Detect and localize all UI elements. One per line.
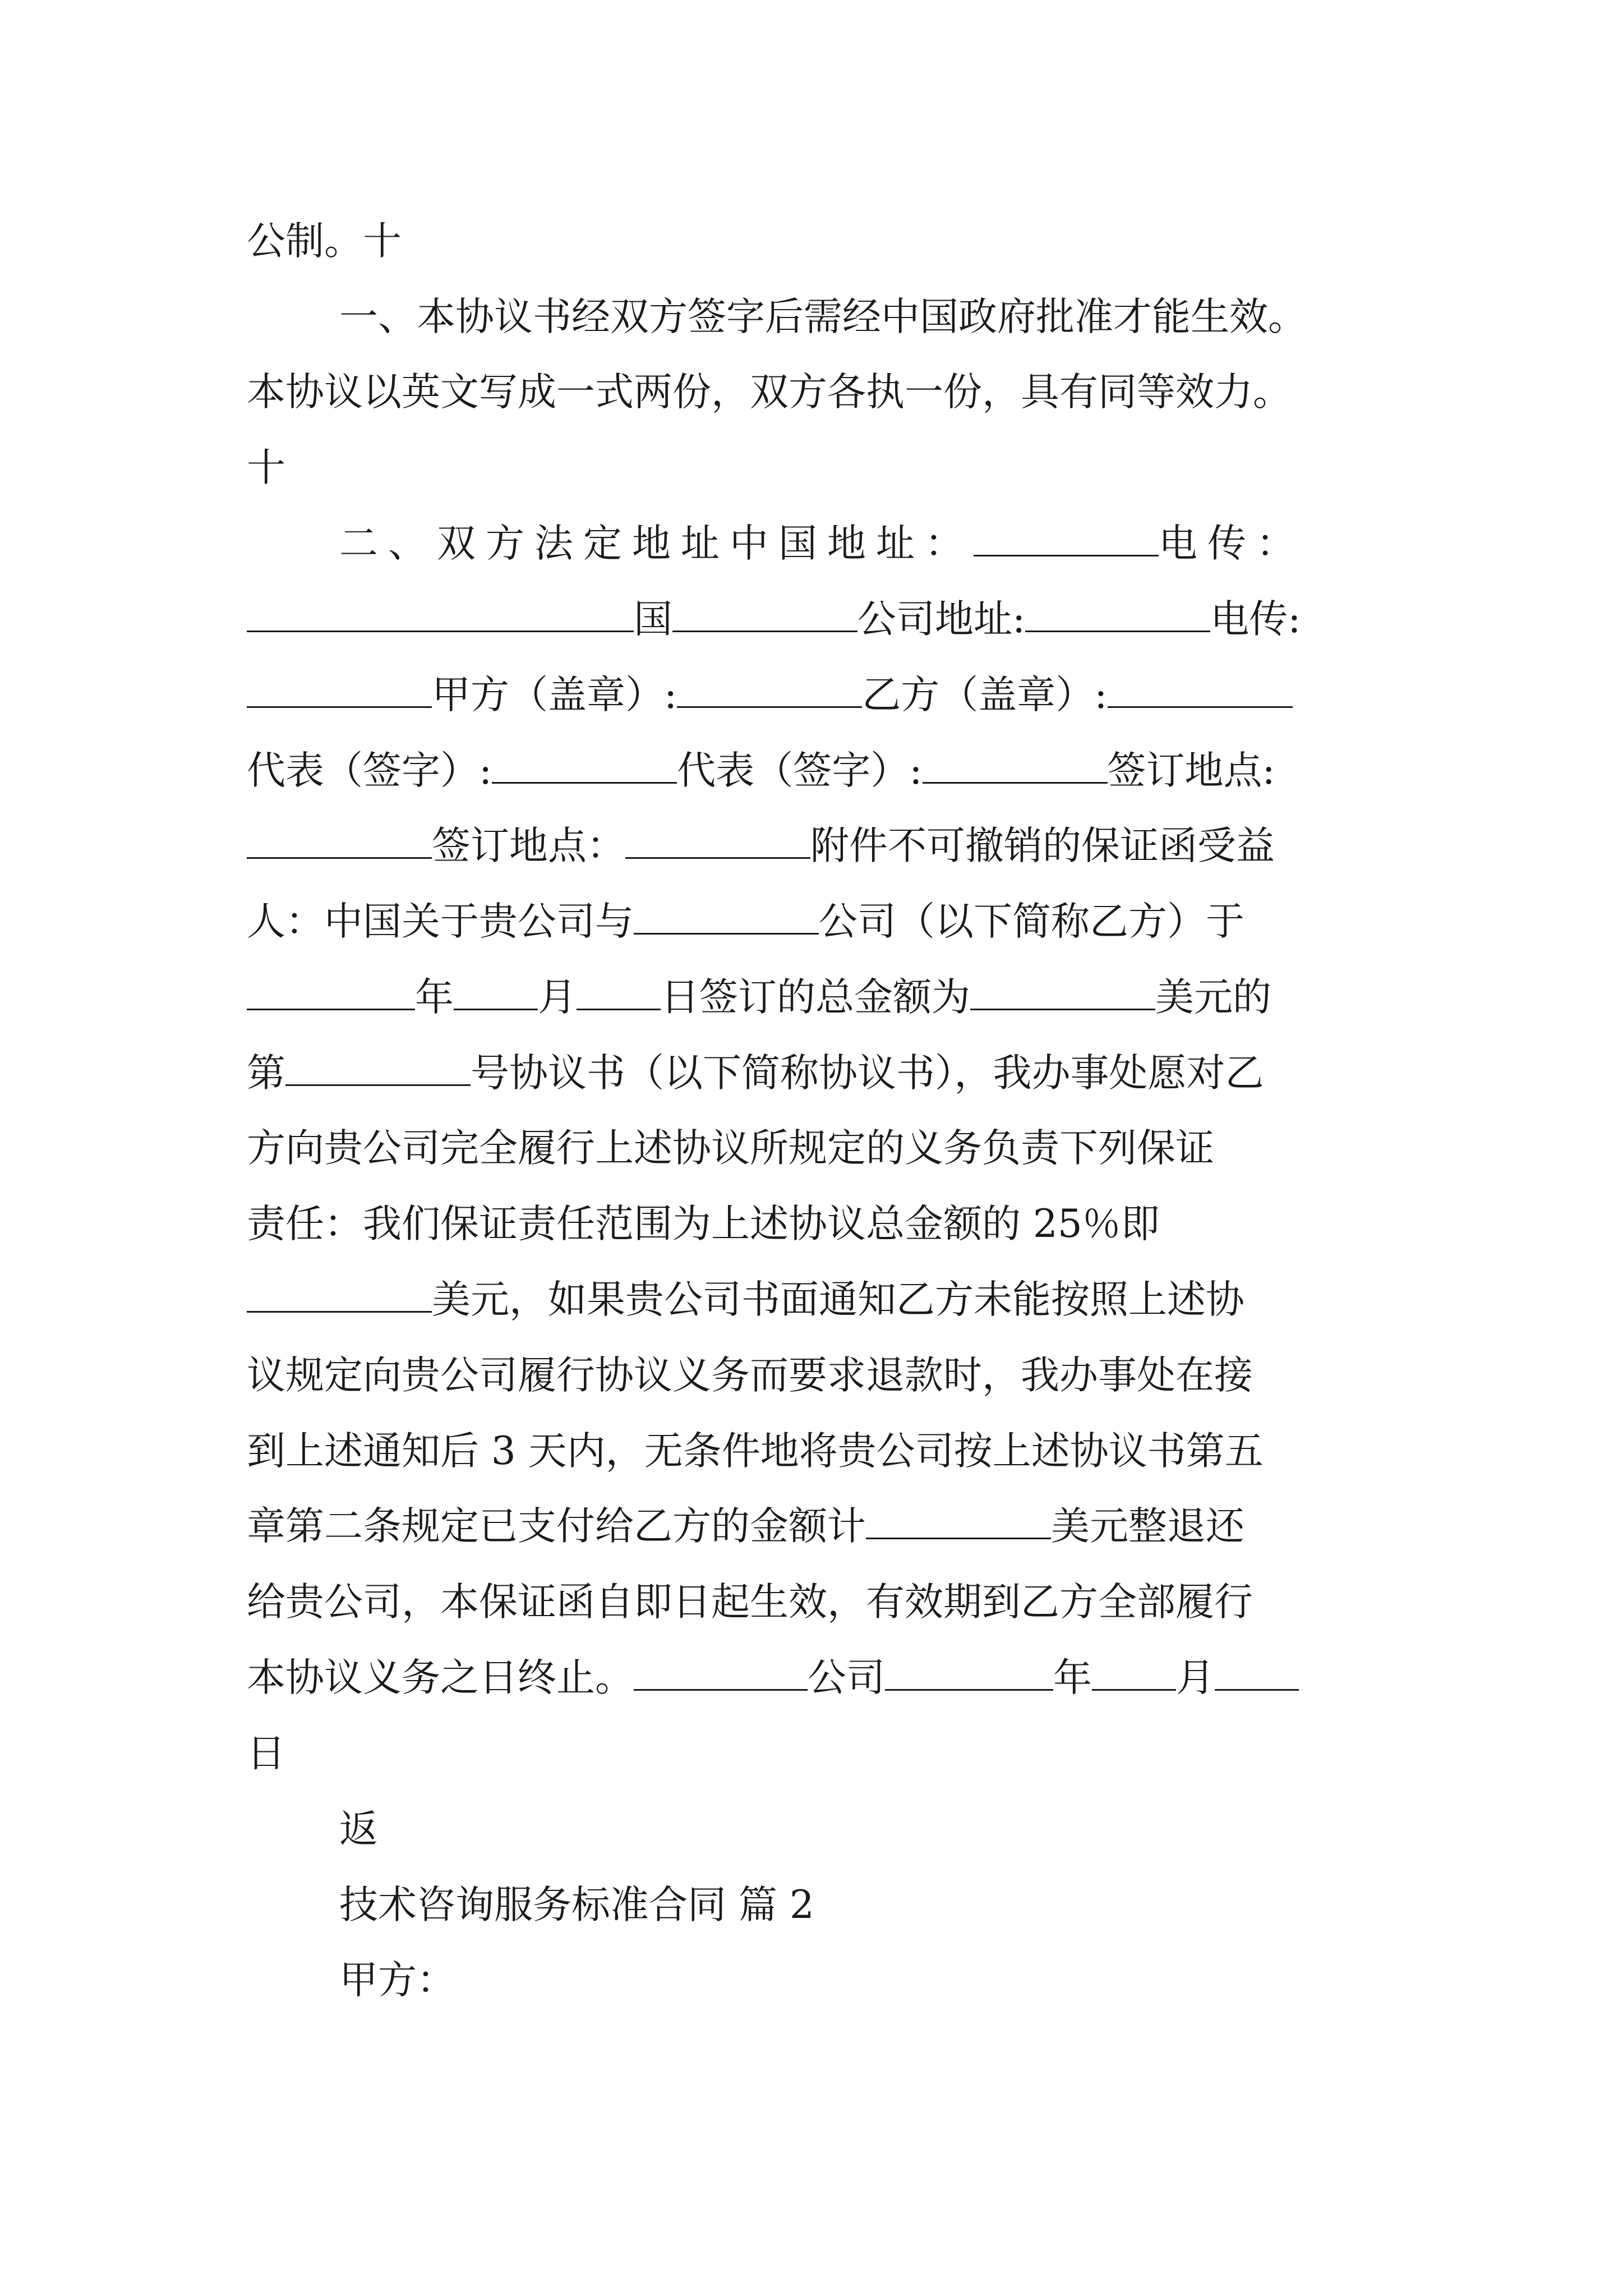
text-line: 议规定向贵公司履行协议义务而要求退款时，我办事处在接 — [247, 1353, 1253, 1398]
text-line: 美元，如果贵公司书面通知乙方未能按照上述协 — [247, 1274, 1244, 1325]
fill-blank — [885, 1655, 1053, 1691]
fill-blank — [1092, 1655, 1176, 1691]
fill-blank — [577, 975, 661, 1010]
text-line: 责任：我们保证责任范围为上述协议总金额的 25％即 — [247, 1202, 1160, 1246]
party-a-label: 甲方： — [339, 1958, 455, 2003]
fill-blank — [247, 975, 415, 1010]
text-line: 人：中国关于贵公司与 公司（以下简称乙方）于 — [247, 899, 1244, 944]
fill-blank — [672, 597, 857, 632]
paragraph-clause-11: 一、本协议书经双方签字后需经中国政府批准才能生效。 — [339, 295, 1307, 339]
return-link[interactable]: 返 — [339, 1807, 378, 1852]
fill-blank — [285, 1051, 471, 1086]
fill-blank — [970, 975, 1155, 1010]
text-line: 国 公司地址: 电传: — [247, 594, 1301, 645]
fill-blank — [677, 673, 862, 708]
fill-blank — [634, 899, 819, 935]
fill-blank — [247, 673, 432, 708]
fill-blank — [634, 1655, 808, 1691]
text-line: 章第二条规定已支付给乙方的金额计 美元整退还 — [247, 1504, 1244, 1549]
fill-blank — [247, 597, 634, 632]
fill-blank — [625, 823, 810, 859]
fill-blank — [1025, 597, 1210, 632]
fill-blank — [866, 1504, 1051, 1539]
text-line: 代表（签字）: 代表（签字）: 签订地点: — [247, 748, 1275, 793]
fill-blank — [1215, 1655, 1299, 1691]
text-line: 本协议义务之日终止。 公司 年 月 — [247, 1653, 1299, 1703]
text-line: 第 号协议书（以下简称协议书），我办事处愿对乙 — [247, 1051, 1264, 1096]
fill-blank — [247, 1277, 432, 1313]
text-line: 给贵公司，本保证函自即日起生效，有效期到乙方全部履行 — [247, 1580, 1253, 1625]
section-heading: 技术咨询服务标准合同 篇 2 — [339, 1883, 814, 1927]
text-line: 方向贵公司完全履行上述协议所规定的义务负责下列保证 — [247, 1126, 1214, 1171]
text-line: 日 — [247, 1731, 285, 1776]
text-line: 签订地点： 附件不可撤销的保证函受益 — [247, 821, 1275, 871]
fill-blank — [1108, 673, 1293, 708]
fill-blank — [974, 521, 1159, 556]
text-line: 年 月 日签订的总金额为 美元的 — [247, 972, 1271, 1023]
paragraph-clause-12: 二、双方法定地址中国地址： 电传： — [339, 521, 1305, 566]
text-line: 到上述通知后 3 天内，无条件地将贵公司按上述协议书第五 — [247, 1429, 1264, 1474]
text-line: 甲方（盖章）: 乙方（盖章）: — [247, 670, 1293, 720]
fill-blank — [492, 748, 677, 784]
text-line: 本协议以英文写成一式两份，双方各执一份，具有同等效力。 — [247, 370, 1292, 415]
fill-blank — [247, 823, 432, 859]
text-line: 十 — [247, 445, 285, 490]
fill-blank — [454, 975, 538, 1010]
text-line: 公制。十 — [247, 219, 402, 264]
fill-blank — [923, 748, 1108, 784]
